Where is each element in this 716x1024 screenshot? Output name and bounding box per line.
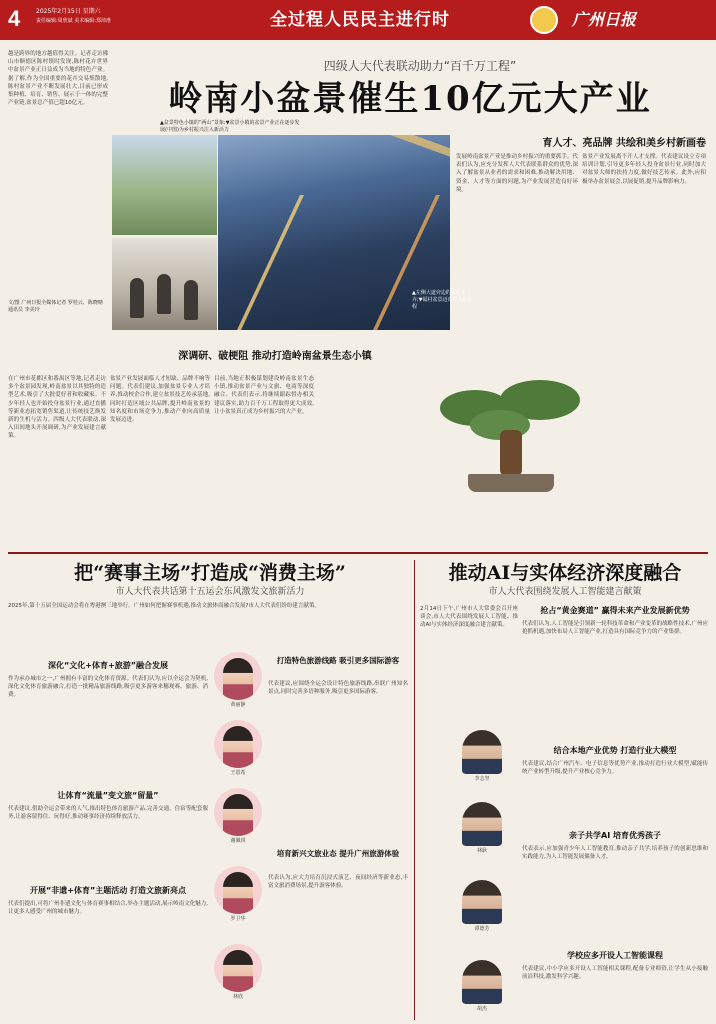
- portrait-label: 谭德芳: [474, 926, 490, 932]
- right-box3-text: 代表表示,应加强青少年人工智能教育,推动亲子共学,培养孩子的创新思维和实践能力,为人工智能发展储备人才。: [522, 846, 708, 861]
- masthead: [0, 0, 716, 40]
- right-box3-body: [522, 845, 708, 935]
- portrait-label: 胡杰: [476, 1006, 487, 1012]
- left-story-intro-text: 2025年,第十五届全国运动会将在粤港澳三地举行。广州如何把握赛事机遇,推动文旅体商融合发展?市人大代表们纷纷建言献策。: [8, 603, 320, 609]
- right-box4-title: 学校应多开设人工智能课程: [567, 951, 663, 960]
- people-photo: [112, 238, 217, 330]
- right-box2-text: 代表建议,结合广州汽车、电子信息等优势产业,推动打造行业大模型,赋能传统产业转型升级,提升产业核心竞争力。: [522, 761, 708, 776]
- ai-portrait-1: [462, 802, 502, 846]
- right-column-1: [456, 153, 578, 353]
- page-number: 4: [8, 6, 21, 31]
- bonsai-photo: [430, 380, 590, 498]
- section-title: 全过程人民民主进行时: [270, 10, 450, 30]
- left-mid-body-1: [268, 680, 408, 810]
- left-mid-title-2: 培育新兴文旅业态 提升广州旅游体验: [276, 849, 400, 858]
- newspaper-logo: 广州日报: [572, 10, 637, 29]
- ai-portrait-0: [462, 730, 502, 774]
- left-mid-body-2: [268, 874, 408, 1014]
- left-mid-body-2-text: 代表认为,应大力培育沉浸式演艺、夜间经济等新业态,丰富文旅消费场景,提升游客体验。: [268, 875, 408, 890]
- portrait-label: 罗卫华: [230, 916, 246, 922]
- right-box1-text: 代表们认为,人工智能是引领新一轮科技革命和产业变革的战略性技术,广州应抢抓机遇,加快布局人工智能产业,打造具有国际竞争力的产业集群。: [522, 621, 708, 636]
- field-photo: [112, 135, 217, 235]
- left-box1-text: 作为承办城市之一,广州拥有丰富的文化体育资源。代表们认为,应以全运会为契机,深化文化体育旅游融合,打造一批精品旅游线路,吸引更多游客来穗观赛、旅游、消费。: [8, 676, 208, 699]
- portrait-0: [214, 652, 262, 700]
- right-box4-body: [522, 965, 708, 1020]
- left-box3-body: [8, 900, 208, 1018]
- portrait-3: [214, 866, 262, 914]
- left-box3-text: 代表们提出,可将广州非遗文化与体育赛事相结合,举办主题活动,展示岭南文化魅力,让更多人感受广州的城市魅力。: [8, 901, 208, 916]
- photo-caption-right: ▲左侧大道旁边的陈村花卉;▼福村盆景迈向花木新征程: [412, 290, 473, 310]
- top-left-column-text: 越是跨界的地方越值得关注。记者走访佛山市顺德区陈村镇时发现,陈村花卉世界中盆景产业正日益成为当地的特色产业。据了解,作为全国重要的花卉交易集散地,陈村盆景产业不断发展壮大,目前已形成集种植、培育、销售、展示于一体的完整产业链,盆景总产值已超10亿元。: [8, 51, 108, 107]
- section-divider: [8, 552, 708, 554]
- left-mid-title-1: 打造特色旅游线路 吸引更多国际游客: [276, 656, 400, 665]
- ai-portrait-3: [462, 960, 502, 1004]
- right-box4-text: 代表建议,中小学应多开设人工智能相关课程,配备专业师资,让学生从小接触前沿科技,激发科学兴趣。: [522, 966, 708, 981]
- top-story-headline: 岭南小盆景催生10亿元大产业: [168, 79, 652, 119]
- right-column-2-text: 盆景产业发展离不开人才支撑。代表建议设立专项培训计划,引导更多年轻人投身盆景行业,同时加大对盆景大师的扶持力度,做好技艺传承。此外,应积极举办盆景展会,以展促销,提升品牌影响力。: [582, 154, 706, 185]
- date-line: 2025年2月15日 星期六: [36, 8, 101, 15]
- body-column-3: [214, 375, 314, 545]
- right-column-2: [582, 153, 706, 373]
- right-story-intro: [420, 605, 518, 725]
- body-column-2: [110, 375, 210, 545]
- right-story-intro-text: 2月14日下午,广州市人大常委会召开座谈会,市人大代表围绕发展人工智能、推动AI与实体经济深度融合建言献策。: [420, 606, 518, 629]
- portrait-label: 林耿: [476, 848, 487, 854]
- top-story-kicker: 四级人大代表联动助力“百千万工程”: [323, 59, 517, 73]
- portrait-2: [214, 788, 262, 836]
- portrait-1: [214, 720, 262, 768]
- editors-line: 责任编辑:周欣斌 美术编辑:郑沛淮: [36, 18, 111, 24]
- top-left-column: [8, 50, 108, 290]
- body-column-2-text: 盆景产业发展面临人才短缺、品牌不响等问题。代表们建议,加强盆景专业人才培养,推动校企合作,建立盆景技艺传承基地,同时打造区域公共品牌,提升岭南盆景的知名度和市场竞争力,推动产业向高质量发展迈进。: [110, 376, 210, 424]
- left-box1-body: [8, 675, 208, 775]
- portrait-label: 王恩希: [230, 770, 246, 776]
- right-column-1-text: 发展岭南盆景产业是推动乡村振兴的重要抓手。代表们认为,应充分发挥人大代表联系群众的优势,深入了解盆景从业者的需求和困难,推动解决用地、资金、人才等方面的问题,为产业发展营造良好环境。: [456, 154, 578, 193]
- right-subhead: 育人才、亮品牌 共绘和美乡村新画卷: [542, 138, 706, 149]
- left-box2-text: 代表建议,借助全运会带来的人气,推出特色体育旅游产品,完善交通、住宿等配套服务,让游客留得住、玩得好,推动赛事经济持续释放活力。: [8, 806, 208, 821]
- portrait-label: 黄丽静: [230, 702, 246, 708]
- mid-subhead: 深调研、破梗阻 推动打造岭南盆景生态小镇: [178, 351, 372, 362]
- right-box2-body: [522, 760, 708, 820]
- left-box1-title: 深化“文化+体育+旅游”融合发展: [48, 661, 168, 670]
- right-box2-title: 结合本地产业优势 打造行业大模型: [553, 746, 677, 755]
- body-column-1: [8, 375, 106, 545]
- portrait-4: [214, 944, 262, 992]
- left-box2-body: [8, 805, 208, 875]
- portrait-label: 林欣: [232, 994, 243, 1000]
- left-story-subhead: 市人大代表共话第十五运会东风激发文旅新活力: [115, 587, 305, 597]
- photo-caption: ▲盆景特色小镇的“两山”景象;▼盆景小镇的盆景产业正在逐步发展(中图)为乡村振兴注入新活力: [160, 120, 300, 133]
- ai-portrait-2: [462, 880, 502, 924]
- vertical-divider: [414, 560, 415, 1020]
- left-box3-title: 开展“非遗+体育”主题活动 打造文旅新亮点: [29, 886, 186, 895]
- portrait-label: 李志坚: [474, 776, 490, 782]
- byline: 文/图 广州日报全媒体记者 罗桂云、陈晓晴 通讯员 李美玲: [8, 300, 103, 313]
- right-story-headline: 推动AI与实体经济深度融合: [448, 562, 682, 584]
- left-story-intro: [8, 602, 412, 630]
- right-box1-title: 抢占“黄金赛道” 赢得未来产业发展新优势: [540, 606, 690, 615]
- body-column-3-text: 目前,当地正积极谋划建设岭南盆景生态小镇,推动盆景产业与文旅、电商等深度融合。代表们表示,将继续跟踪督办相关建议落实,助力百千万工程取得更大成效,让小盆景真正成为乡村振兴的大产业。: [214, 376, 314, 415]
- left-mid-body-1-text: 代表建议,应围绕全运会设计特色旅游线路,串联广州知名景点,同时完善多语种服务,吸引更多国际游客。: [268, 681, 408, 696]
- body-column-1-text: 在广州市花都区和番禺区等地,记者走访多个盆景园发现,岭南盆景以其独特的造型艺术,吸引了大批爱好者和收藏家。不少年轻人也开始投身盆景行业,通过直播等新业态拓宽销售渠道,让传统技艺焕发新的生机与活力。四级人大代表联动,深入田间地头开展调研,为产业发展建言献策。: [8, 376, 106, 440]
- left-story-headline: 把“赛事主场”打造成“消费主场”: [74, 562, 346, 584]
- right-story-subhead: 市人大代表围绕发展人工智能建言献策: [488, 587, 642, 597]
- left-box2-title: 让体育“流量”变文旅“留量”: [57, 791, 159, 800]
- right-box1-body: [522, 620, 708, 720]
- portrait-label: 谢佩琪: [230, 838, 246, 844]
- right-box3-title: 亲子共学AI 培育优秀孩子: [569, 831, 661, 840]
- national-emblem-icon: [530, 6, 558, 34]
